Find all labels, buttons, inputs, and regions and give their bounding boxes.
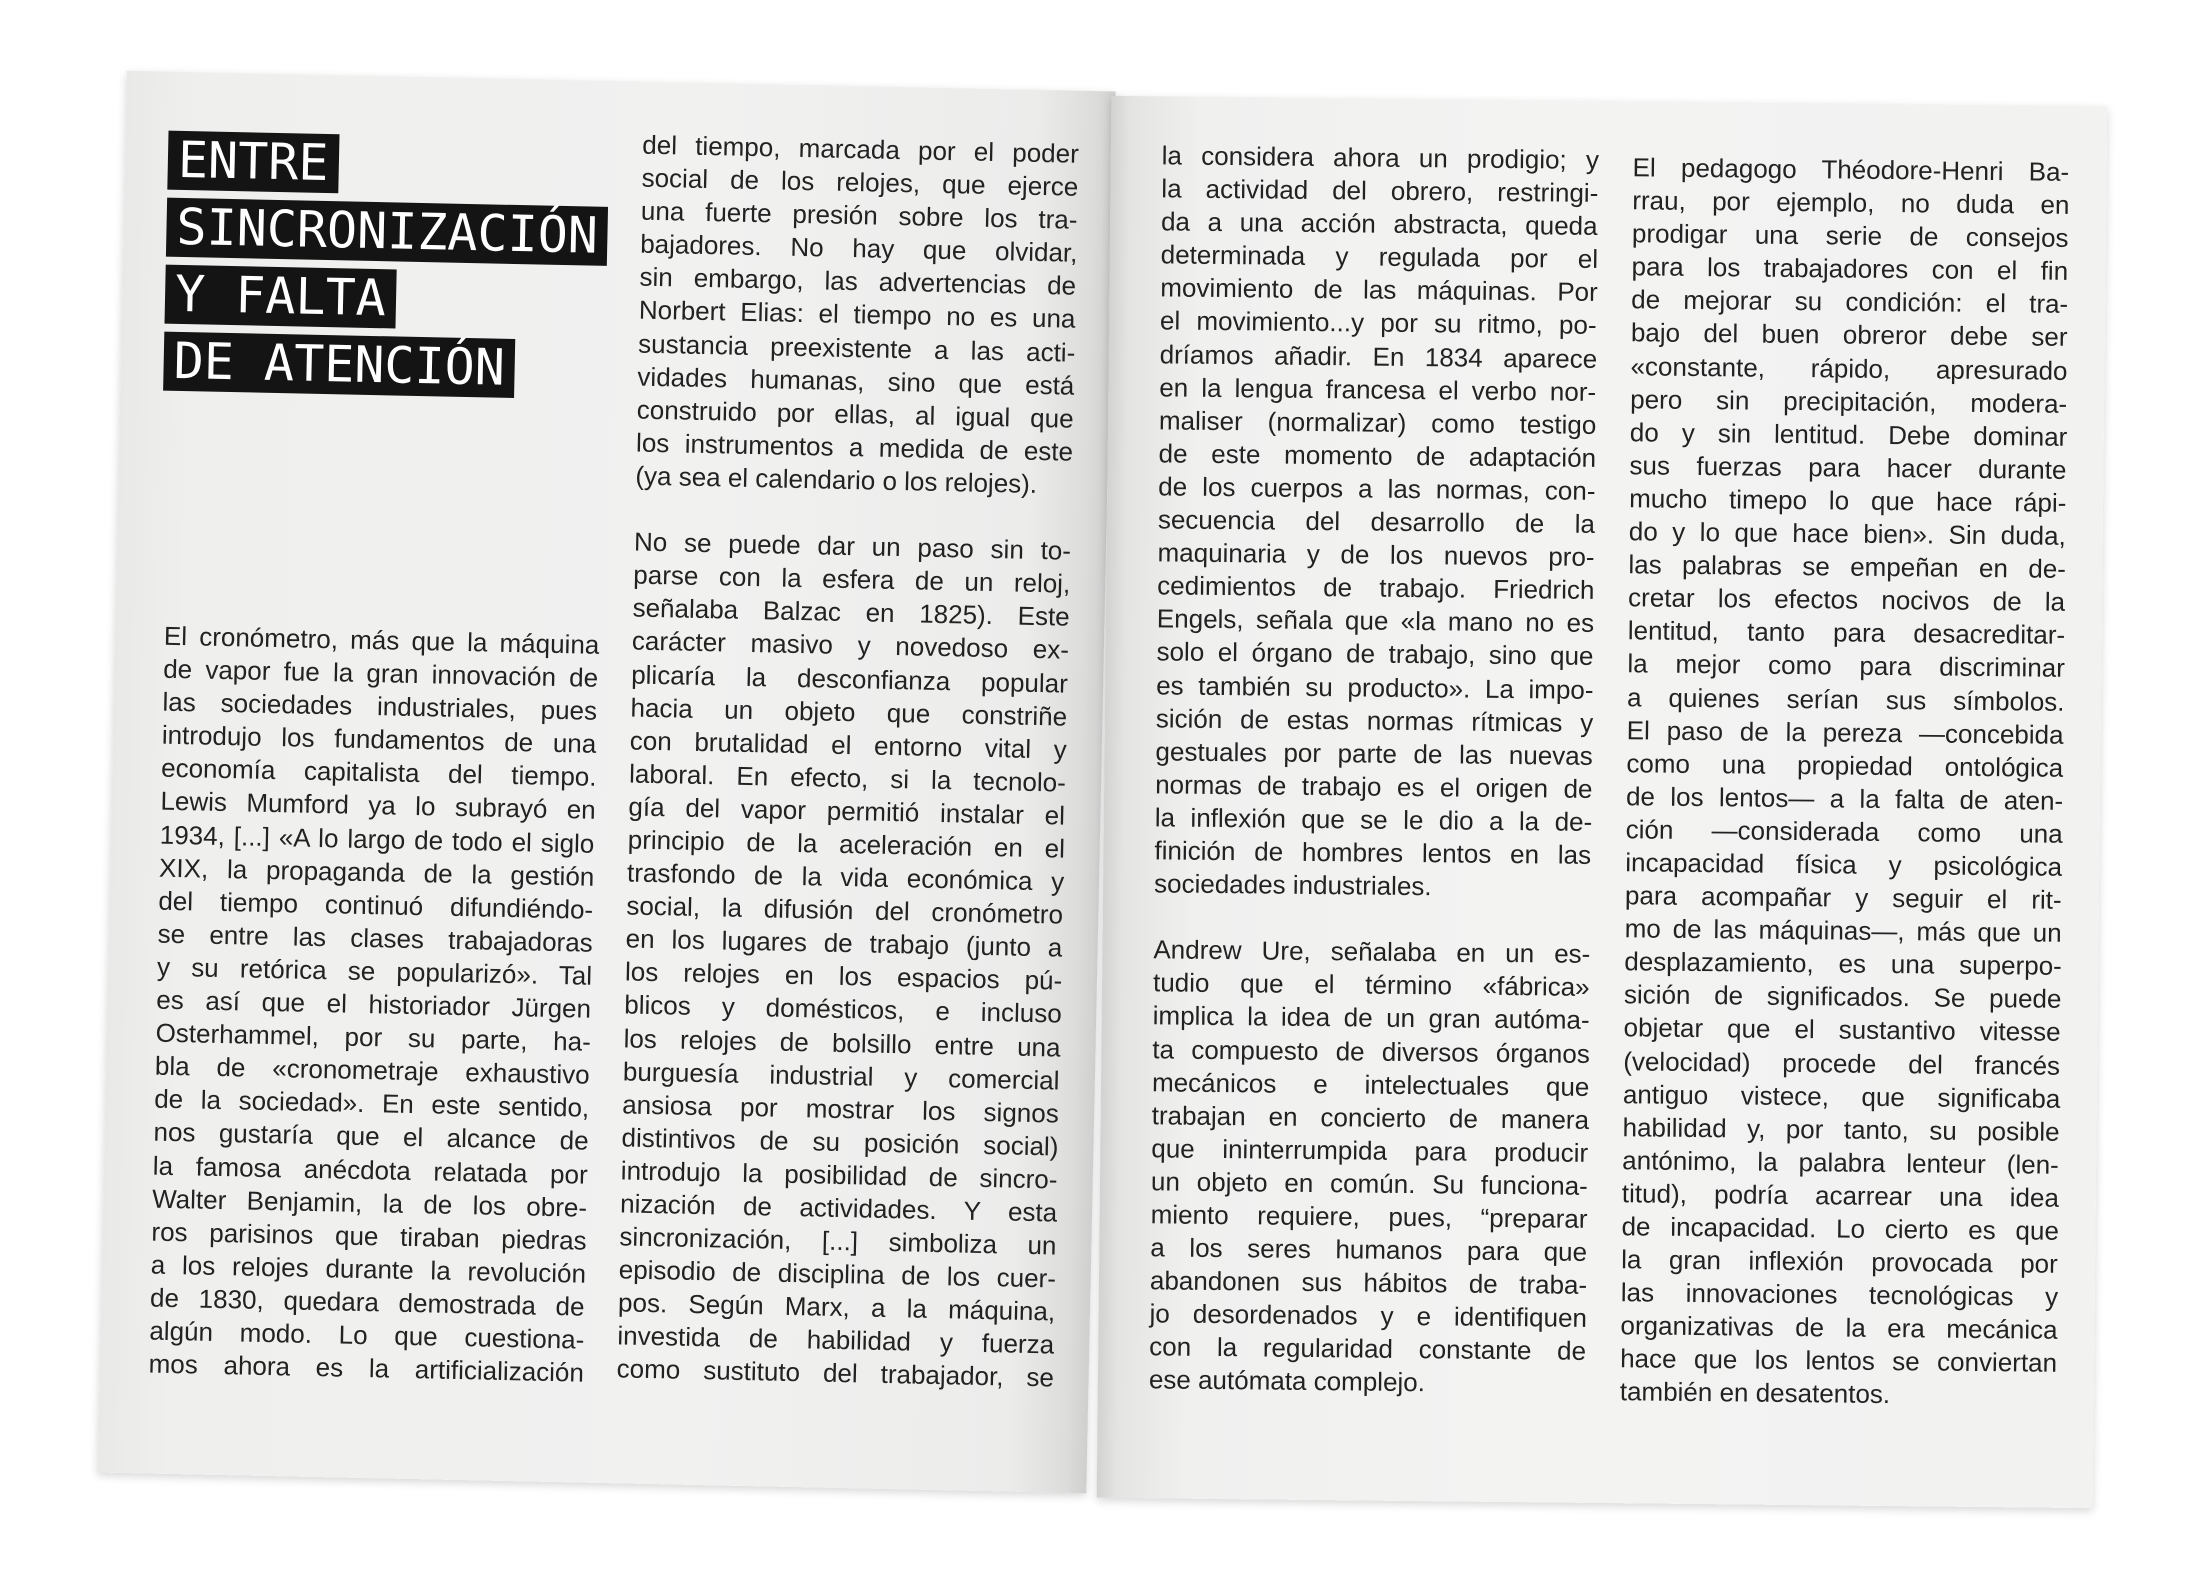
text-line: pero sin precipitación, modera- bbox=[1630, 383, 2068, 419]
left-page bbox=[97, 71, 1115, 1493]
text-line: de vapor fue la gran innovación de bbox=[162, 653, 599, 693]
text-line: también en desatentos. bbox=[1619, 1376, 1891, 1410]
text-line: sincronización, [...] simboliza un bbox=[619, 1221, 1057, 1261]
text-line: parse con la esfera de un reloj, bbox=[633, 559, 1071, 599]
text-line: como una propiedad ontológica bbox=[1626, 747, 2064, 783]
text-line: Lewis Mumford ya lo subrayó en bbox=[160, 786, 597, 826]
text-line: implica la idea de un gran autóma- bbox=[1152, 1000, 1590, 1036]
text-line: para acompañar y seguir el rit- bbox=[1624, 880, 2062, 915]
text-line: nos gustaría que el alcance de bbox=[153, 1117, 589, 1157]
paragraph bbox=[635, 129, 1080, 502]
text-line: ta compuesto de diversos órganos bbox=[1152, 1033, 1590, 1069]
text-line: (velocidad) procede del francés bbox=[1623, 1045, 2061, 1081]
text-line: a los relojes durante la revolución bbox=[150, 1249, 587, 1289]
text-line: ción —considerada como una bbox=[1625, 814, 2063, 849]
text-column-2 bbox=[616, 129, 1079, 1395]
text-line: en la lengua francesa el verbo nor- bbox=[1159, 371, 1597, 407]
text-line: investida de habilidad y fuerza bbox=[617, 1320, 1055, 1360]
text-line: la famosa anécdota relatada por bbox=[152, 1150, 589, 1190]
text-line: miento requiere, pues, “preparar bbox=[1150, 1199, 1588, 1234]
text-line: que ininterrumpida para producir bbox=[1151, 1133, 1589, 1168]
text-line: organizativas de la era mecánica bbox=[1620, 1310, 2058, 1346]
text-line: episodio de disciplina de los cuer- bbox=[618, 1254, 1057, 1294]
text-line: las innovaciones tecnológicas y bbox=[1620, 1277, 2059, 1312]
text-line: ese autómata complejo. bbox=[1148, 1364, 1426, 1398]
text-line: movimiento de las máquinas. Por bbox=[1160, 272, 1598, 308]
text-line: mos ahora es la artificialización bbox=[148, 1348, 585, 1388]
text-line: laboral. En efecto, si la tecnolo- bbox=[628, 758, 1067, 798]
text-line: Andrew Ure, señalaba en un es- bbox=[1153, 934, 1591, 970]
text-line: un objeto en común. Su funciona- bbox=[1150, 1166, 1588, 1201]
text-line: Walter Benjamin, la de los obre- bbox=[151, 1183, 588, 1223]
text-line: la actividad del obrero, restringi- bbox=[1161, 173, 1599, 209]
text-line: (ya sea el calendario o los relojes). bbox=[635, 460, 1038, 499]
text-line: en los lugares de trabajo (junto a bbox=[625, 923, 1063, 963]
text-line: mucho timepo lo que hace rápi- bbox=[1629, 483, 2067, 518]
text-line: abandonen sus hábitos de traba- bbox=[1149, 1265, 1588, 1301]
text-line: y su retórica se popularizó». Tal bbox=[156, 951, 593, 991]
paragraph bbox=[616, 526, 1071, 1395]
text-line: vidades humanas, sino que está bbox=[637, 361, 1075, 401]
text-line: maliser (normalizar) como testigo bbox=[1158, 405, 1597, 440]
text-line: para los trabajadores con el fin bbox=[1631, 251, 2069, 287]
text-line: los relojes en los espacios pú- bbox=[624, 956, 1063, 996]
text-line: el movimiento...y por su ritmo, po- bbox=[1159, 305, 1597, 341]
text-line: introdujo la posibilidad de sincro- bbox=[620, 1155, 1058, 1195]
text-line: de mejorar su condición: el tra- bbox=[1631, 284, 2069, 320]
text-line: gía del vapor permitió instalar el bbox=[628, 791, 1066, 831]
text-line: es también su producto». La impo- bbox=[1156, 669, 1594, 705]
title-line-1: ENTRE bbox=[167, 131, 339, 194]
text-line: maquinaria y de los nuevos pro- bbox=[1157, 537, 1595, 573]
text-line: de los cuerpos a las normas, con- bbox=[1158, 471, 1596, 506]
title-line-2: SINCRONIZACIÓN bbox=[166, 198, 609, 266]
text-line: con la regularidad constante de bbox=[1149, 1331, 1587, 1367]
text-line: sustancia preexistente a las acti- bbox=[637, 328, 1076, 368]
text-line: mo de las máquinas—, más que un bbox=[1624, 913, 2062, 948]
text-line: hacia un objeto que constriñe bbox=[630, 692, 1068, 732]
text-line: da a una acción abstracta, queda bbox=[1160, 206, 1598, 242]
text-line: las palabras se empeñan en de- bbox=[1628, 549, 2067, 584]
text-line: titud), podría acarrear una idea bbox=[1621, 1178, 2060, 1213]
text-line: Osterhammel, por su parte, ha- bbox=[155, 1017, 592, 1057]
text-line: los relojes de bolsillo entre una bbox=[623, 1022, 1061, 1063]
text-line: bajadores. No hay que olvidar, bbox=[639, 228, 1078, 269]
text-line: prodigar una serie de consejos bbox=[1631, 218, 2069, 254]
title-line-3: Y FALTA bbox=[165, 265, 397, 329]
text-line: do y sin lentitud. Debe dominar bbox=[1629, 417, 2068, 452]
title-block bbox=[163, 131, 610, 408]
text-line: ansiosa por mostrar los signos bbox=[621, 1089, 1060, 1129]
text-line: es así que el historiador Jürgen bbox=[156, 984, 592, 1024]
text-line: de incapacidad. Lo cierto es que bbox=[1621, 1211, 2060, 1246]
text-line: sin embargo, las advertencias de bbox=[639, 261, 1077, 302]
paragraph bbox=[1149, 934, 1591, 1402]
text-line: trabajan en concierto de manera bbox=[1151, 1100, 1590, 1135]
text-line: construido por ellas, al igual que bbox=[636, 394, 1074, 434]
text-line: se entre las clases trabajadoras bbox=[157, 918, 594, 958]
text-line: las sociedades industriales, pues bbox=[162, 686, 598, 726]
text-line: pos. Según Marx, a la máquina, bbox=[617, 1287, 1056, 1327]
text-line: blicos y domésticos, e incluso bbox=[624, 989, 1063, 1030]
text-line: jo desordenados y e identifiquen bbox=[1149, 1298, 1588, 1334]
paragraph bbox=[1620, 151, 2070, 1413]
text-line: a los seres humanos para que bbox=[1150, 1232, 1588, 1267]
text-line: XIX, la propaganda de la gestión bbox=[158, 852, 595, 892]
text-line: social, la difusión del cronómetro bbox=[626, 890, 1064, 930]
text-line: bajo del buen obreror debe ser bbox=[1630, 317, 2068, 353]
right-page bbox=[1097, 96, 2108, 1508]
text-line: 1934, [...] «A lo largo de todo el siglo bbox=[159, 819, 595, 859]
text-line: del tiempo, marcada por el poder bbox=[642, 129, 1080, 169]
text-line: carácter masivo y novedoso ex- bbox=[631, 625, 1070, 666]
text-line: determinada y regulada por el bbox=[1160, 239, 1599, 275]
text-line: la inflexión que se le dio a la de- bbox=[1154, 802, 1593, 837]
text-line: El pedagogo Théodore-Henri Ba- bbox=[1632, 152, 2070, 187]
text-line: sociedades industriales. bbox=[1153, 868, 1432, 902]
text-line: nización de actividades. Y esta bbox=[619, 1188, 1058, 1228]
paragraph bbox=[1154, 139, 1599, 905]
text-line: hace que los lentos se conviertan bbox=[1620, 1343, 2058, 1379]
text-line: No se puede dar un paso sin to- bbox=[633, 526, 1072, 566]
text-line: introdujo los fundamentos de una bbox=[161, 719, 597, 760]
text-line: normas de trabajo es el origen de bbox=[1155, 769, 1593, 804]
text-line: una fuerte presión sobre los tra- bbox=[640, 195, 1078, 235]
text-line: antónimo, la palabra lenteur (len- bbox=[1622, 1145, 2059, 1180]
text-line: mecánicos e intelectuales que bbox=[1151, 1066, 1590, 1102]
text-line: del tiempo continuó difundiéndo- bbox=[158, 885, 594, 925]
text-line: tudio que el término «fábrica» bbox=[1152, 967, 1590, 1003]
text-column-3 bbox=[1149, 139, 1599, 1401]
title-line-4: DE ATENCIÓN bbox=[163, 332, 515, 398]
text-line: incapacidad física y psicológica bbox=[1625, 847, 2063, 882]
text-line: trasfondo de la vida económica y bbox=[626, 857, 1065, 897]
text-line: a quienes serían sus símbolos. bbox=[1626, 681, 2065, 717]
text-line: burguesía industrial y comercial bbox=[622, 1056, 1060, 1096]
text-line: la mejor como para discriminar bbox=[1627, 648, 2066, 684]
text-column-1 bbox=[148, 620, 599, 1390]
text-line: dríamos añadir. En 1834 aparece bbox=[1159, 338, 1598, 374]
text-line: El cronómetro, más que la máquina bbox=[163, 620, 600, 660]
text-line: solo el órgano de trabajo, sino que bbox=[1156, 636, 1594, 672]
text-line: distintivos de su posición social) bbox=[621, 1122, 1059, 1162]
text-line: cedimientos de trabajo. Friedrich bbox=[1157, 570, 1595, 606]
text-line: la gran inflexión provocada por bbox=[1621, 1244, 2058, 1279]
text-line: algún modo. Lo que cuestiona- bbox=[149, 1315, 585, 1355]
text-line: la considera ahora un prodigio; y bbox=[1161, 140, 1600, 175]
text-line: desplazamiento, es una superpo- bbox=[1624, 946, 2062, 982]
text-line: como sustituto del trabajador, se bbox=[616, 1353, 1055, 1393]
text-line: Norbert Elias: el tiempo no es una bbox=[638, 295, 1076, 335]
text-line: economía capitalista del tiempo. bbox=[160, 753, 597, 793]
text-line: lentitud, tanto para desacreditar- bbox=[1627, 615, 2066, 651]
text-line: principio de la aceleración en el bbox=[627, 824, 1066, 864]
text-line: gestuales por parte de las nuevas bbox=[1155, 736, 1593, 771]
text-line: de este momento de adaptación bbox=[1158, 438, 1597, 473]
text-line: objetar que el sustantivo vitesse bbox=[1623, 1012, 2061, 1048]
text-line: plicaría la desconfianza popular bbox=[630, 658, 1069, 699]
text-line: sición de estas normas rítmicas y bbox=[1155, 702, 1594, 738]
text-line: finición de hombres lentos en las bbox=[1154, 835, 1592, 870]
text-line: ros parisinos que tiraban piedras bbox=[151, 1216, 587, 1256]
text-line: El paso de la pereza —concebida bbox=[1626, 714, 2064, 750]
text-line: señalaba Balzac en 1825). Este bbox=[632, 592, 1071, 632]
text-line: los instrumentos a medida de este bbox=[635, 427, 1074, 467]
text-line: de la sociedad». En este sentido, bbox=[153, 1083, 590, 1124]
text-line: social de los relojes, que ejerce bbox=[641, 162, 1079, 202]
paragraph bbox=[148, 620, 599, 1390]
text-line: habilidad y, por tanto, su posible bbox=[1622, 1111, 2060, 1147]
text-line: con brutalidad el entorno vital y bbox=[629, 725, 1067, 765]
text-line: bla de «cronometraje exhaustivo bbox=[154, 1050, 590, 1090]
text-line: secuencia del desarrollo de la bbox=[1157, 504, 1596, 539]
text-line: de 1830, quedara demostrada de bbox=[149, 1282, 585, 1322]
text-line: do y lo que hace bien». Sin duda, bbox=[1628, 516, 2066, 551]
text-line: «constante, rápido, apresurado bbox=[1630, 350, 2068, 386]
text-line: cretar los efectos nocivos de la bbox=[1627, 582, 2066, 618]
text-line: rrau, por ejemplo, no duda en bbox=[1632, 185, 2070, 220]
text-line: sición de significados. Se puede bbox=[1623, 979, 2062, 1015]
text-line: sus fuerzas para hacer durante bbox=[1629, 450, 2067, 485]
text-line: de los lentos— a la falta de aten- bbox=[1625, 781, 2064, 816]
text-line: antiguo vistece, que significaba bbox=[1622, 1078, 2061, 1114]
text-line: Engels, señala que «la mano no es bbox=[1156, 603, 1595, 639]
text-column-4 bbox=[1620, 151, 2070, 1413]
